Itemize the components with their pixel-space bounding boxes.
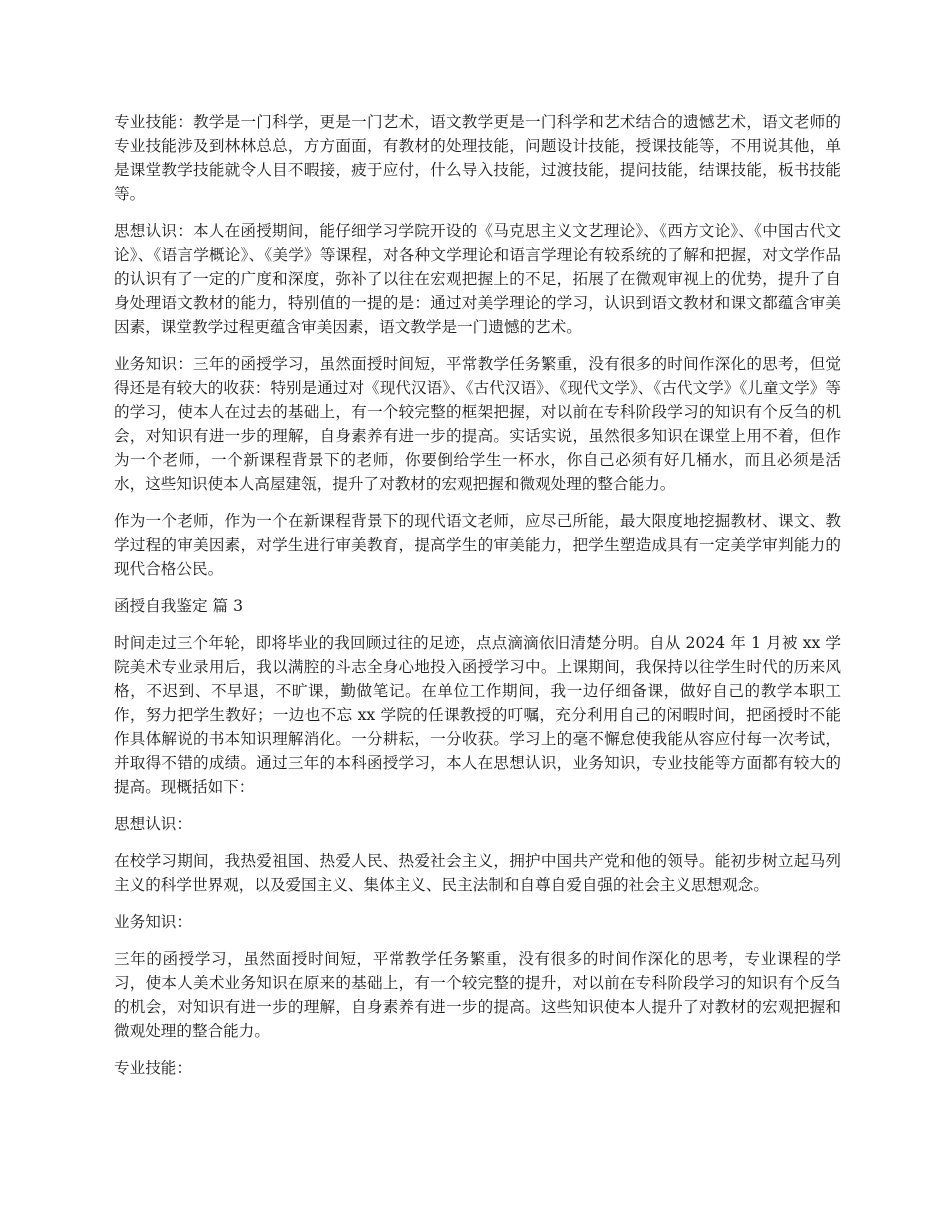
paragraph-ideological-awareness: 思想认识：本人在函授期间，能仔细学习学院开设的《马克思主义文艺理论》、《西方文论》、《中国古代文论》、《语言学概论》、《美学》等课程，对各种文学理论和语言学理论有较系统的了解和把握，对文学作品的认识有了一定的广度和深度，弥补了以往在宏观把握上的不足，拓展了在微观审视上的优势，提升了自身处理语文教材的能力，特别值的一提的是：通过对美学理论的学习，认识到语文教材和课文都蕴含审美因素，课堂教学过程更蕴含审美因素，语文教学是一门遗憾的艺术。 — [114, 222, 841, 336]
subheading-ideological-awareness: 思想认识： — [114, 815, 192, 833]
paragraph-teacher-role: 作为一个老师，作为一个在新课程背景下的现代语文老师，应尽己所能，最大限度地挖掘教材、课文、教学过程的审美因素，对学生进行审美教育，提高学生的审美能力，把学生塑造成具有一定美学审判能力的现代合格公民。 — [114, 512, 841, 578]
paragraph-three-years: 三年的函授学习，虽然面授时间短，平常教学任务繁重，没有很多的时间作深化的思考，专业课程的学习，使本人美术业务知识在原来的基础上，有一个较完整的提升，对以前在专科阶段学习的知识有个反刍的机会，对知识有进一步的理解，自身素养有进一步的提高。这些知识使本人提升了对教材的宏观把握和微观处理的整合能力。 — [114, 950, 841, 1040]
subheading-professional-skills: 专业技能： — [114, 1059, 192, 1077]
document-body — [114, 110, 841, 1093]
paragraph-review: 时间走过三个年轮，即将毕业的我回顾过往的足迹，点点滴滴依旧清楚分明。自从 2024 年 1 月被 xx 学院美术专业录用后，我以满腔的斗志全身心地投入函授学习中。上课期间，我保持以往学生时代的历来风格，不迟到、不早退，不旷课，勤做笔记。在单位工作期间，我一边仔细备课，做好自己的教学本职工作，努力把学生教好；一边也不忘 xx 学院的任课教授的叮嘱，充分利用自己的闲暇时间，把函授时不能作具体解说的书本知识理解消化。一分耕耘，一分收获。学习上的毫不懈怠使我能从容应付每一次考试，并取得不错的成绩。通过三年的本科函授学习，本人在思想认识，业务知识，专业技能等方面都有较大的提高。现概括如下： — [114, 634, 841, 796]
paragraph-business-knowledge: 业务知识：三年的函授学习，虽然面授时间短，平常教学任务繁重，没有很多的时间作深化的思考，但觉得还是有较大的收获：特别是通过对《现代汉语》、《古代汉语》、《现代文学》、《古代文学》《儿童文学》等的学习，使本人在过去的基础上，有一个较完整的框架把握，对以前在专科阶段学习的知识有个反刍的机会，对知识有进一步的理解，自身素养有进一步的提高。实话实说，虽然很多知识在课堂上用不着，但作为一个老师，一个新课程背景下的老师，你要倒给学生一杯水，你自己必须有好几桶水，而且必须是活水，这些知识使本人高屋建瓴，提升了对教材的宏观把握和微观处理的整合能力。 — [114, 355, 841, 493]
section-heading: 函授自我鉴定 篇 3 — [114, 597, 243, 615]
subheading-business-knowledge: 业务知识： — [114, 913, 192, 931]
paragraph-study-period: 在校学习期间，我热爱祖国、热爱人民、热爱社会主义，拥护中国共产党和他的领导。能初步树立起马列主义的科学世界观，以及爱国主义、集体主义、民主法制和自尊自爱自强的社会主义思想观念。 — [114, 852, 841, 894]
paragraph-professional-skills: 专业技能：教学是一门科学，更是一门艺术，语文教学更是一门科学和艺术结合的遗憾艺术，语文老师的专业技能涉及到林林总总，方方面面，有教材的处理技能，问题设计技能，授课技能等，不用说其他，单是课堂教学技能就令人目不暇接，疲于应付，什么导入技能，过渡技能，提问技能，结课技能，板书技能等。 — [114, 113, 841, 203]
